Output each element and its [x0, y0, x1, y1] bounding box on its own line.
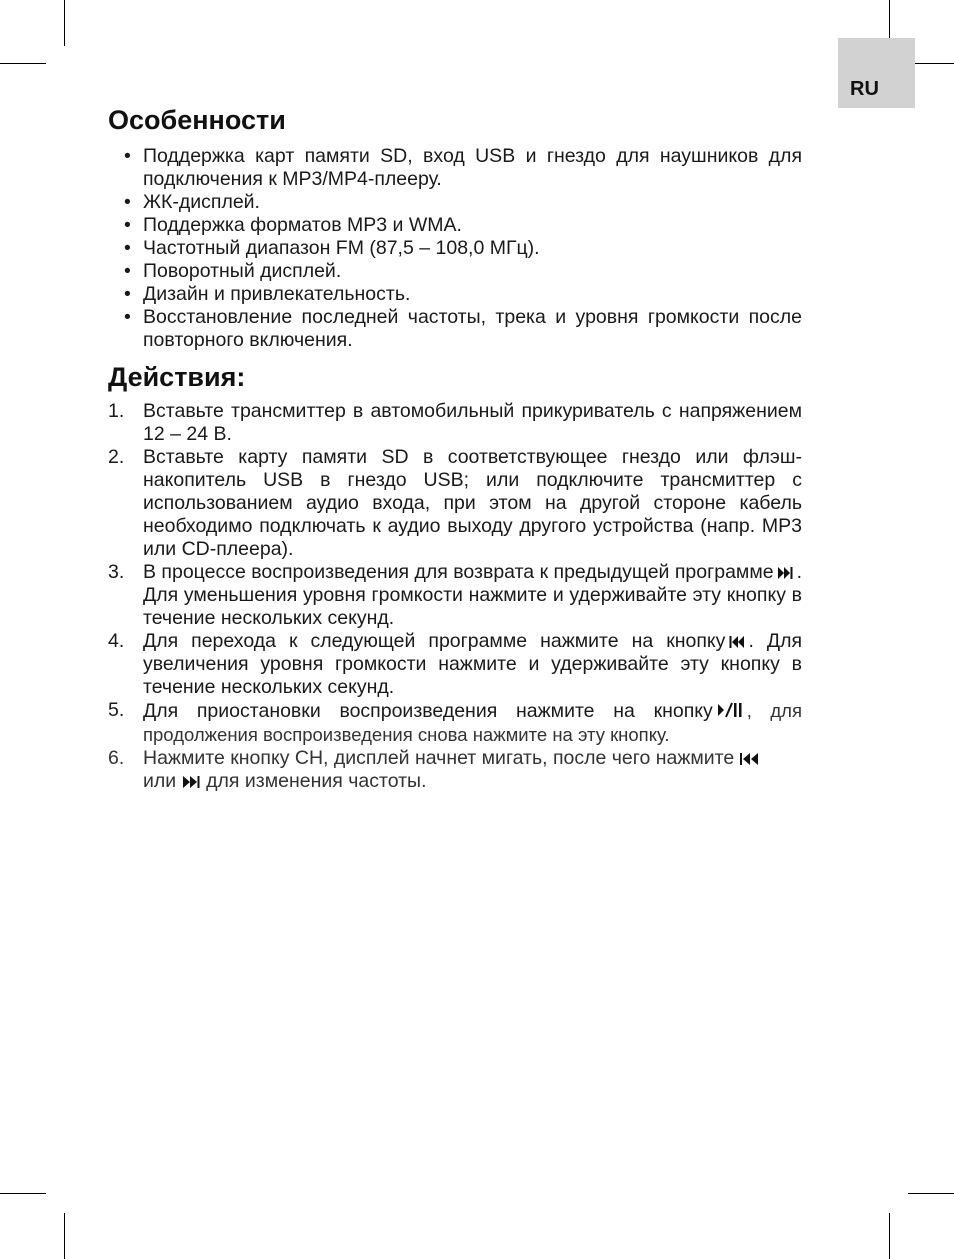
crop-mark: [889, 1213, 890, 1259]
play-pause-icon: [717, 701, 743, 719]
features-list: [108, 145, 802, 352]
list-item: • Поворотный дисплей.: [124, 260, 342, 282]
next-track-icon: [778, 566, 793, 580]
crop-mark: [0, 63, 46, 64]
list-item: • Восстановление последней частоты, трека и уровня громкости после повторного включения.: [124, 306, 802, 351]
list-item: 4. Для перехода к следующей программе нажмите на кнопку . Для увеличения уровня громкости нажмите и удерживайте эту кнопку в течение нескольких секунд.: [108, 630, 803, 698]
list-item: • Поддержка карт памяти SD, вход USB и гнездо для наушников для подключения к MP3/MP4-плееру.: [124, 145, 802, 190]
list-item: • Дизайн и привлекательность.: [124, 283, 411, 305]
previous-track-icon: [729, 635, 744, 649]
crop-mark: [0, 1193, 46, 1194]
list-item: • Частотный диапазон FM (87,5 – 108,0 МГц).: [124, 237, 540, 259]
actions-list: [108, 400, 802, 793]
list-item: 3. В процессе воспроизведения для возврата к предыдущей программе . Для уменьшения уровня громкости нажмите и удерживайте эту кнопку в течение нескольких секунд.: [108, 561, 802, 629]
list-item: 6. Нажмите кнопку CH, дисплей начнет мигать, после чего нажмите или для изменения частоты.: [108, 747, 802, 793]
list-item: 1. Вставьте трансмиттер в автомобильный прикуриватель с напряжением 12 – 24 В.: [108, 400, 802, 445]
list-item: 2. Вставьте карту памяти SD в соответствующее гнездо или флэш-накопитель USB в гнездо USB; или подключите трансмиттер с использованием аудио входа, при этом на другой стороне кабель необходимо подключать к аудио выходу другого устройства (напр. MP3 или CD-плеера).: [108, 446, 802, 560]
crop-mark: [908, 1193, 954, 1194]
previous-track-icon: [738, 752, 762, 766]
language-label: RU: [850, 78, 879, 100]
page-content: [108, 103, 802, 793]
list-item: • Поддержка форматов MP3 и WMA.: [124, 214, 462, 236]
actions-heading: Действия:: [108, 362, 246, 392]
features-heading: Особенности: [108, 105, 286, 135]
list-item: • ЖК-дисплей.: [124, 191, 260, 213]
crop-mark: [64, 0, 65, 46]
list-item: 5. Для приостановки воспроизведения нажмите на кнопку , для продолжения воспроизведения снова нажмите на эту кнопку.: [108, 699, 802, 745]
next-track-icon: [180, 775, 202, 789]
crop-mark: [64, 1213, 65, 1259]
language-tab: [838, 38, 915, 108]
